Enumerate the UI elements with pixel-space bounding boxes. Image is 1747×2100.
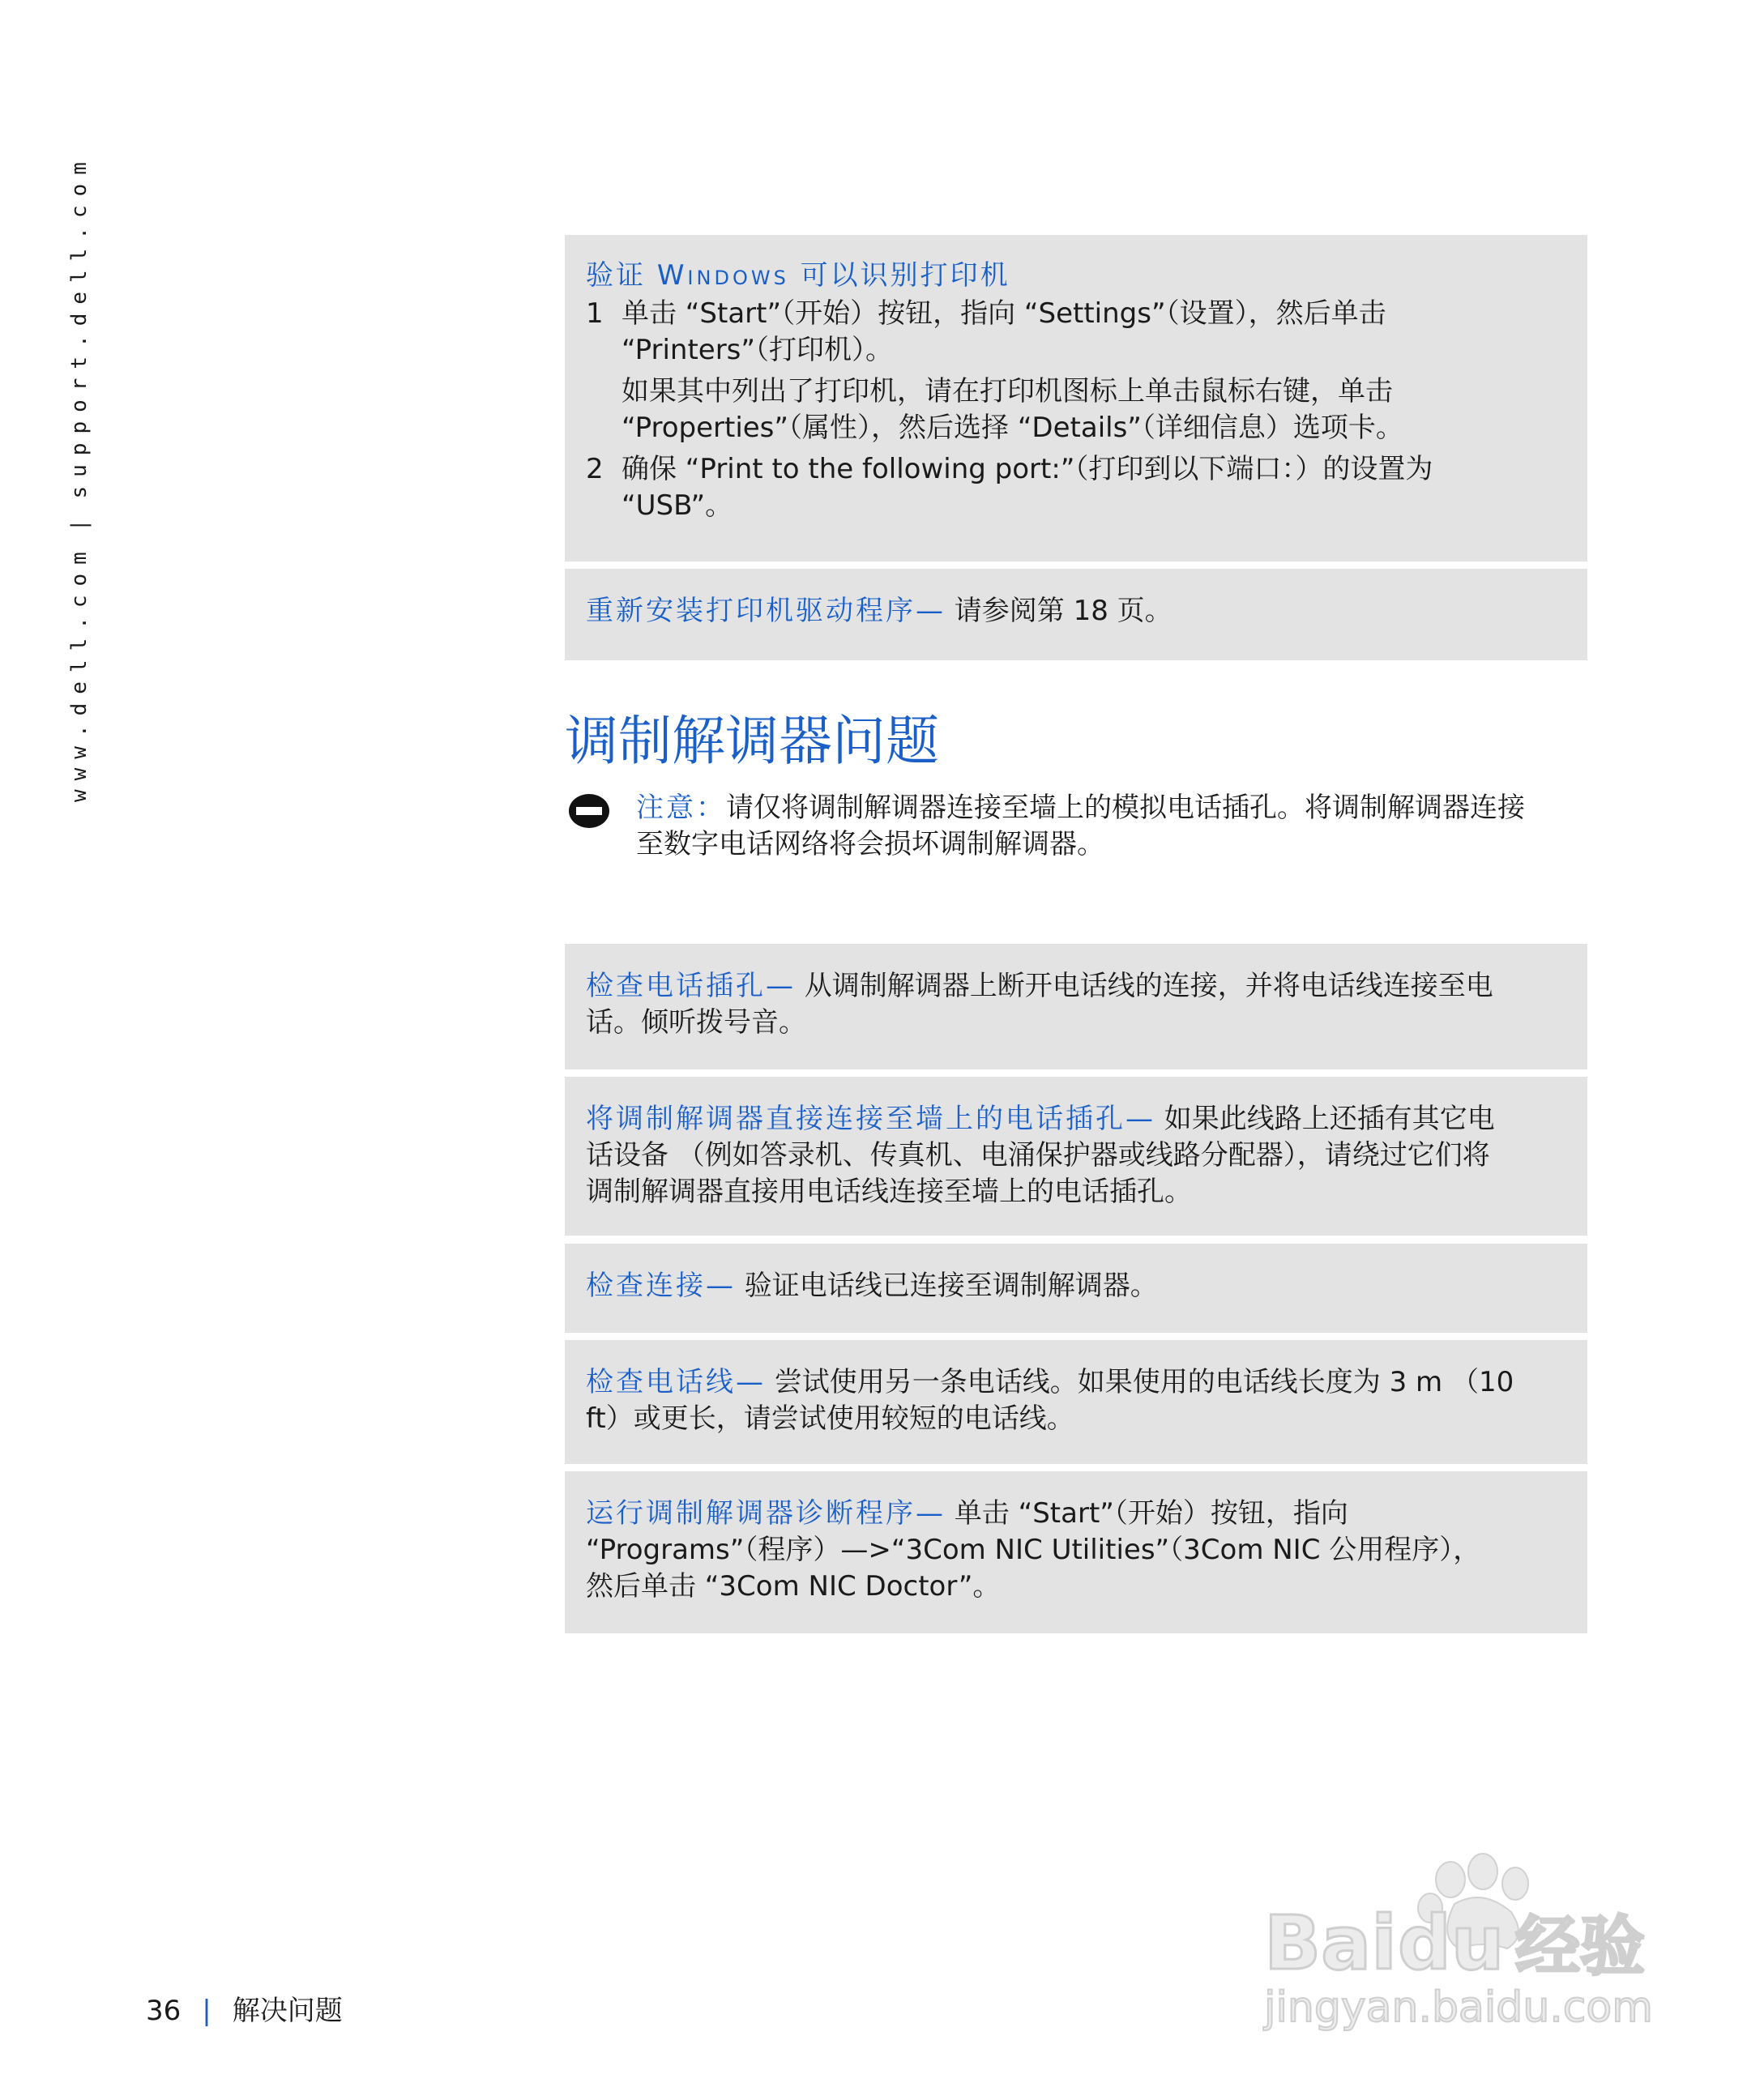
page-number: 36 bbox=[146, 1995, 182, 2027]
verify-title-pre: 验证 bbox=[586, 259, 657, 292]
tip-label: 检查连接— bbox=[586, 1270, 736, 1302]
verify-windows-box bbox=[565, 235, 1587, 561]
notice-icon bbox=[568, 793, 610, 829]
verify-step-1 bbox=[586, 296, 1566, 446]
tip-line2: ft）或更长，请尝试使用较短的电话线。 bbox=[586, 1402, 1074, 1435]
footer-section: 解决问题 bbox=[232, 1995, 343, 2027]
tip-box bbox=[565, 944, 1587, 1069]
tip-line1: 从调制解调器上断开电话线的连接，并将电话线连接至电 bbox=[796, 970, 1493, 1002]
tip-line1: 单击 “Start”（开始）按钮，指向 bbox=[946, 1497, 1348, 1530]
baidu-jingyan-watermark bbox=[1248, 1847, 1669, 2034]
tip-line1: 尝试使用另一条电话线。如果使用的电话线长度为 3 m （10 bbox=[766, 1366, 1514, 1398]
tip-line1: 如果此线路上还插有其它电 bbox=[1155, 1103, 1495, 1135]
tip-box bbox=[565, 1471, 1587, 1633]
tip-line2: 话。倾听拨号音。 bbox=[586, 1006, 806, 1039]
side-url-right: support.dell.com bbox=[67, 153, 92, 499]
tip-label: 检查电话线— bbox=[586, 1366, 766, 1398]
notice-line2: 至数字电话网络将会损坏调制解调器。 bbox=[636, 828, 1104, 860]
side-url bbox=[63, 153, 96, 802]
step1-sub-line1: 如果其中列出了打印机，请在打印机图标上单击鼠标右键，单击 bbox=[621, 375, 1393, 408]
tip-line2: “Programs”（程序）—>“3Com NIC Utilities”（3Com NIC 公用程序）， bbox=[586, 1534, 1481, 1566]
tip-line3: 调制解调器直接用电话线连接至墙上的电话插孔。 bbox=[586, 1176, 1192, 1208]
verify-title-post: 可以识别打印机 bbox=[788, 259, 1010, 292]
step2-line2: “USB”。 bbox=[621, 489, 733, 522]
svg-text:Bai: Bai bbox=[1264, 1900, 1397, 1987]
tip-box bbox=[565, 1077, 1587, 1236]
verify-title-windows: Windows bbox=[656, 259, 789, 292]
tip-line2: 话设备 （例如答录机、传真机、电涌保护器或线路分配器），请绕过它们将 bbox=[586, 1139, 1490, 1172]
verify-windows-title bbox=[586, 258, 1566, 294]
tip-line3: 然后单击 “3Com NIC Doctor”。 bbox=[586, 1570, 1001, 1603]
reinstall-text: 请参阅第 18 页。 bbox=[946, 595, 1172, 627]
svg-text:经验: 经验 bbox=[1515, 1909, 1645, 1984]
tip-label: 检查电话插孔— bbox=[586, 970, 796, 1002]
step1-line1: 单击 “Start”（开始）按钮，指向 “Settings”（设置），然后单击 bbox=[621, 297, 1386, 330]
footer-separator: | bbox=[202, 1995, 211, 2027]
reinstall-label: 重新安装打印机驱动程序— bbox=[586, 595, 946, 627]
step1-line2: “Printers”（打印机）。 bbox=[621, 334, 894, 366]
step2-line1: 确保 “Print to the following port:”（打印到以下端口：）的设置为 bbox=[621, 453, 1433, 485]
tip-line1: 验证电话线已连接至调制解调器。 bbox=[736, 1270, 1158, 1302]
notice-label: 注意： bbox=[636, 792, 726, 824]
tip-box bbox=[565, 1340, 1587, 1464]
section-heading: 调制解调器问题 bbox=[565, 710, 939, 772]
svg-text:jingyan.baidu.com: jingyan.baidu.com bbox=[1264, 1983, 1653, 2032]
tip-label: 将调制解调器直接连接至墙上的电话插孔— bbox=[586, 1103, 1155, 1135]
notice-line1: 请仅将调制解调器连接至墙上的模拟电话插孔。将调制解调器连接 bbox=[726, 792, 1525, 824]
side-url-left: www.dell.com bbox=[67, 543, 92, 802]
side-url-separator: | bbox=[67, 510, 92, 532]
step-number: 1 bbox=[586, 297, 604, 330]
svg-text:du: du bbox=[1398, 1900, 1505, 1987]
tip-label: 运行调制解调器诊断程序— bbox=[586, 1497, 946, 1530]
verify-step-2 bbox=[586, 451, 1566, 524]
tip-box bbox=[565, 1244, 1587, 1333]
reinstall-driver-box bbox=[565, 569, 1587, 660]
step-number: 2 bbox=[586, 453, 604, 485]
step1-sub-line2: “Properties”（属性），然后选择 “Details”（详细信息）选项卡。 bbox=[621, 412, 1403, 444]
page-footer bbox=[146, 1993, 343, 2030]
